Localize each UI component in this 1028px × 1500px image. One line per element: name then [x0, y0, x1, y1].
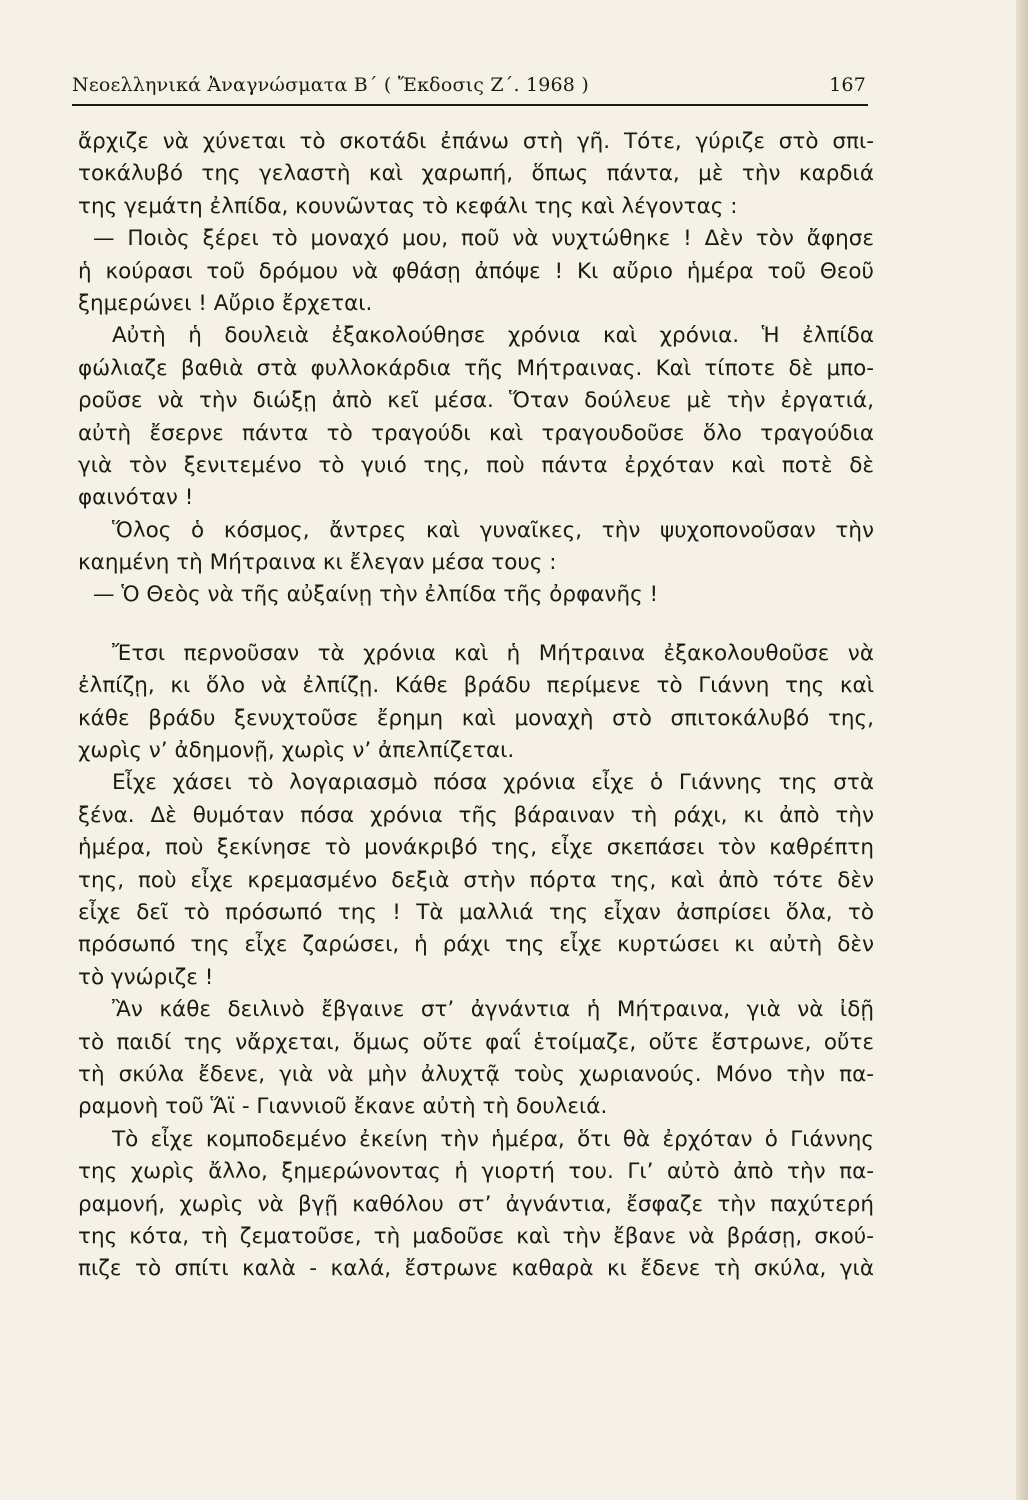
text-line: ξημερώνει ! Αὔριο ἔρχεται. [78, 290, 373, 316]
text-line: της κότα, τὴ ζεματοῦσε, τὴ μαδοῦσε καὶ τὴν ἔβανε νὰ βράσῃ, σκού- [78, 1223, 874, 1249]
text-line: ροῦσε νὰ τὴν διώξῃ ἀπὸ κεῖ μέσα. Ὅταν δούλευε μὲ τὴν ἐργατιά, [78, 388, 874, 414]
text-line: ἄρχιζε νὰ χύνεται τὸ σκοτάδι ἐπάνω στὴ γῆ. Τότε, γύριζε στὸ σπι- [78, 129, 874, 154]
text-line: καημένη τὴ Μήτραινα κι ἔλεγαν μέσα τους : [78, 550, 557, 576]
text-line: τοκάλυβό της γελαστὴ καὶ χαρωπή, ὅπως πάντα, μὲ τὴν καρδιά [78, 161, 874, 187]
page-edge [1016, 0, 1028, 1500]
text-line: Ἔτσι περνοῦσαν τὰ χρόνια καὶ ἡ Μήτραινα ἐξακολουθοῦσε νὰ [112, 640, 874, 666]
text-line: αὐτὴ ἔσερνε πάντα τὸ τραγούδι καὶ τραγουδοῦσε ὅλο τραγούδια [78, 420, 874, 446]
page-number: 167 [829, 74, 866, 96]
text-line: κάθε βράδυ ξενυχτοῦσε ἔρημη καὶ μοναχὴ στὸ σπιτοκάλυβό της, [78, 705, 874, 731]
header-rule [72, 104, 868, 106]
text-line: ξένα. Δὲ θυμόταν πόσα χρόνια τῆς βάραιναν τὴ ράχι, κι ἀπὸ τὴν [78, 802, 874, 828]
text-line: — Ὁ Θεὸς νὰ τῆς αὐξαίνῃ τὴν ἐλπίδα τῆς ὀρφανῆς ! [93, 582, 659, 608]
text-body [78, 126, 874, 1286]
text-line: ραμονή, χωρὶς νὰ βγῇ καθόλου στ’ ἀγνάντια, ἔσφαζε τὴν παχύτερή [78, 1191, 874, 1217]
text-line: τὸ παιδί της νἄρχεται, ὅμως οὔτε φαΐ ἑτοίμαζε, οὔτε ἔστρωνε, οὔτε [78, 1029, 874, 1055]
text-line: ραμονὴ τοῦ Ἅϊ - Γιαννιοῦ ἔκανε αὐτὴ τὴ δουλειά. [78, 1094, 608, 1120]
running-title: Νεοελληνικά Ἀναγνώσματα Β΄ ( Ἔκδοσις Ζ΄. 1968 ) [72, 74, 589, 96]
text-line: Ἂν κάθε δειλινὸ ἔβγαινε στ’ ἀγνάντια ἡ Μήτραινα, γιὰ νὰ ἰδῇ [112, 997, 874, 1023]
text-line: της, ποὺ εἶχε κρεμασμένο δεξιὰ στὴν πόρτα της, καὶ ἀπὸ τότε δὲν [78, 867, 874, 893]
text-line: ἡ κούρασι τοῦ δρόμου νὰ φθάσῃ ἀπόψε ! Κι αὔριο ἡμέρα τοῦ Θεοῦ [78, 258, 874, 284]
text-line: ἡμέρα, ποὺ ξεκίνησε τὸ μονάκριβό της, εἶχε σκεπάσει τὸν καθρέπτη [78, 835, 874, 861]
text-line: ἐλπίζῃ, κι ὅλο νὰ ἐλπίζῃ. Κάθε βράδυ περίμενε τὸ Γιάννη της καὶ [78, 673, 874, 699]
text-line: πιζε τὸ σπίτι καλὰ - καλά, ἔστρωνε καθαρὰ κι ἔδενε τὴ σκύλα, γιὰ [78, 1256, 874, 1282]
text-line: τὴ σκύλα ἔδενε, γιὰ νὰ μὴν ἀλυχτᾷ τοὺς χωριανούς. Μόνο τὴν πα- [78, 1061, 874, 1087]
text-line: Εἶχε χάσει τὸ λογαριασμὸ πόσα χρόνια εἶχε ὁ Γιάννης της στὰ [112, 770, 874, 796]
text-line: χωρὶς ν’ ἀδημονῇ, χωρὶς ν’ ἀπελπίζεται. [78, 738, 515, 764]
text-line: πρόσωπό της εἶχε ζαρώσει, ἡ ράχι της εἶχε κυρτώσει κι αὐτὴ δὲν [78, 932, 874, 958]
text-line: Τὸ εἶχε κομποδεμένο ἐκείνη τὴν ἡμέρα, ὅτι θὰ ἐρχόταν ὁ Γιάννης [112, 1126, 874, 1152]
text-line: της χωρὶς ἄλλο, ξημερώνοντας ἡ γιορτή του. Γι’ αὐτὸ ἀπὸ τὴν πα- [78, 1159, 874, 1185]
text-line: εἶχε δεῖ τὸ πρόσωπό της ! Τὰ μαλλιά της εἶχαν ἀσπρίσει ὅλα, τὸ [78, 899, 874, 925]
text-line: Αὐτὴ ἡ δουλειὰ ἐξακολούθησε χρόνια καὶ χρόνια. Ἡ ἐλπίδα [112, 323, 874, 349]
paragraph-gap [78, 612, 874, 638]
text-line: φώλιαζε βαθιὰ στὰ φυλλοκάρδια τῆς Μήτραινας. Καὶ τίποτε δὲ μπο- [78, 355, 874, 381]
running-head [72, 66, 866, 100]
text-line: — Ποιὸς ξέρει τὸ μοναχό μου, ποῦ νὰ νυχτώθηκε ! Δὲν τὸν ἄφησε [93, 226, 874, 252]
text-line: Ὅλος ὁ κόσμος, ἄντρες καὶ γυναῖκες, τὴν ψυχοπονοῦσαν τὴν [112, 517, 874, 543]
text-line: φαινόταν ! [78, 485, 194, 511]
text-line: γιὰ τὸν ξενιτεμένο τὸ γυιό της, ποὺ πάντα ἐρχόταν καὶ ποτὲ δὲ [78, 452, 874, 478]
text-line: της γεμάτη ἐλπίδα, κουνῶντας τὸ κεφάλι της καὶ λέγοντας : [78, 193, 738, 219]
text-line: τὸ γνώριζε ! [78, 964, 214, 990]
